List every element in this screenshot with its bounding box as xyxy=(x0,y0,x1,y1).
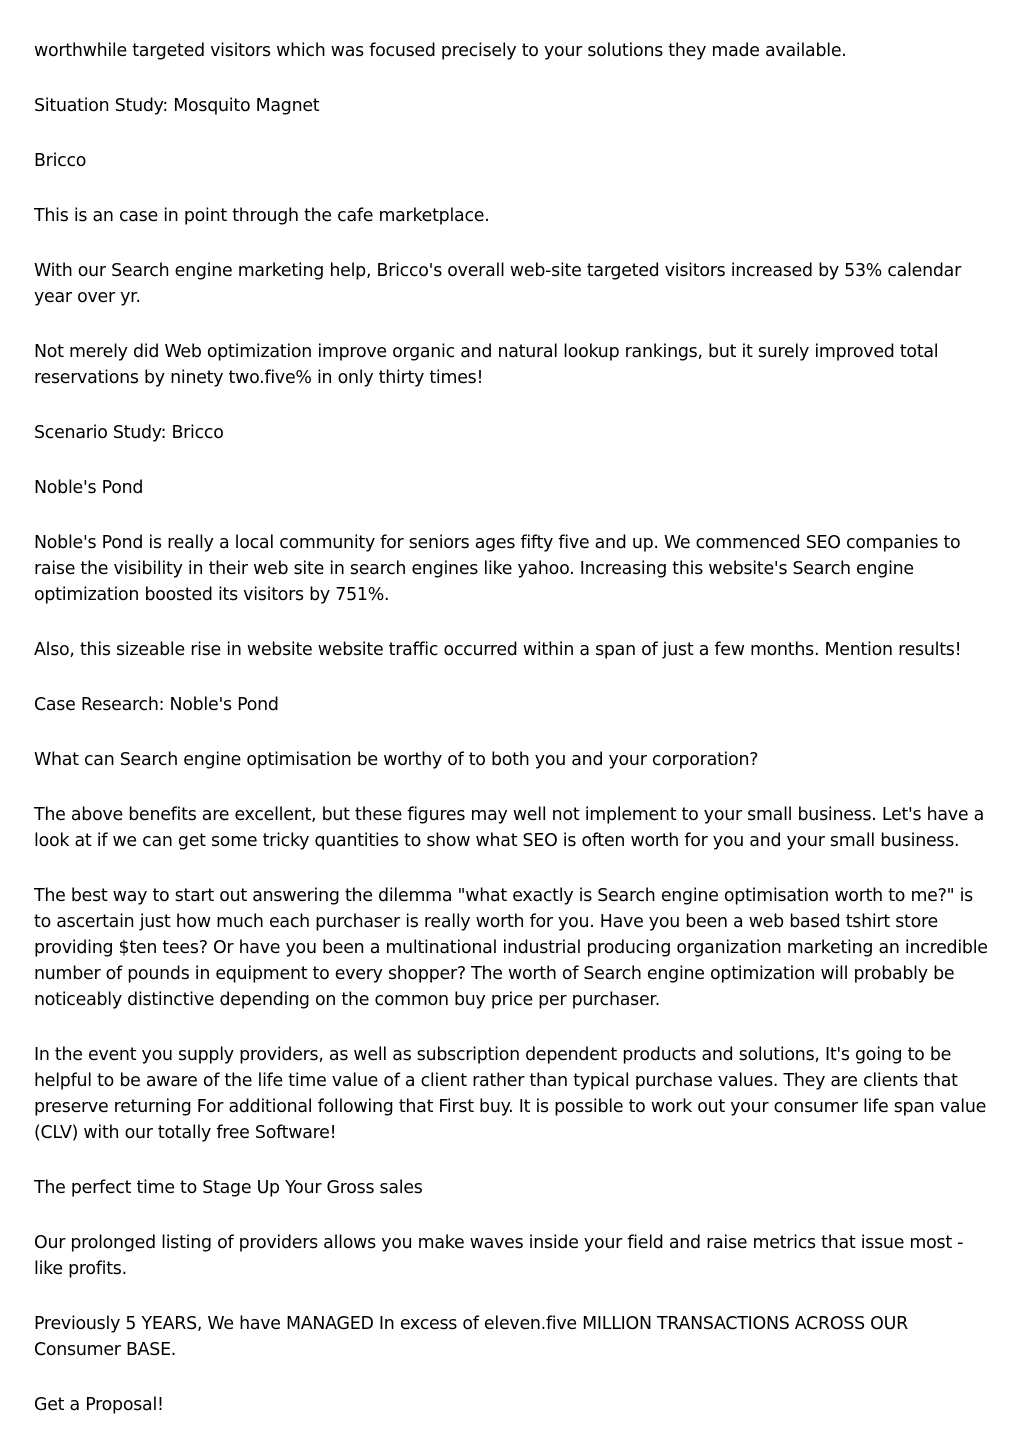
paragraph: Not merely did Web optimization improve organic and natural lookup rankings, but it surely improved total reservations by ninety two.five% in only thirty times! xyxy=(34,342,939,388)
section-title: Noble's Pond xyxy=(34,478,144,498)
paragraph: The best way to start out answering the dilemma "what exactly is Search engine optimisation worth to me?" is to ascertain just how much each purchaser is really worth for you. Have you been a web based tshirt store providing $ten tees? Or have you been a multinational industrial producing organization marketing an incredible number of pounds in equipment to every shopper? The worth of Search engine optimization will probably be noticeably distinctive depending on the common buy price per purchaser. xyxy=(34,886,988,1010)
document-body xyxy=(34,38,990,1447)
section-title: The perfect time to Stage Up Your Gross sales xyxy=(34,1178,423,1198)
case-study-heading: Scenario Study: Bricco xyxy=(34,423,224,443)
paragraph: Our prolonged listing of providers allows you make waves inside your field and raise metrics that issue most - like profits. xyxy=(34,1233,964,1279)
call-to-action-text: Get a Proposal! xyxy=(34,1395,164,1415)
paragraph: In the event you supply providers, as well as subscription dependent products and solutions, It's going to be helpful to be aware of the life time value of a client rather than typical purchase values. They are clients that preserve returning For additional following that First buy. It is possible to work out your consumer life span value (CLV) with our totally free Software! xyxy=(34,1045,987,1143)
case-study-heading: Case Research: Noble's Pond xyxy=(34,695,279,715)
section-title: What can Search engine optimisation be worthy of to both you and your corporation? xyxy=(34,750,759,770)
paragraph: Noble's Pond is really a local community for seniors ages fifty five and up. We commenced SEO companies to raise the visibility in their web site in search engines like yahoo. Increasing this website's Search engine optimization boosted its visitors by 751%. xyxy=(34,533,961,605)
case-study-heading: Situation Study: Mosquito Magnet xyxy=(34,96,320,116)
paragraph: Also, this sizeable rise in website website traffic occurred within a span of just a few months. Mention results! xyxy=(34,640,962,660)
paragraph: Previously 5 YEARS, We have MANAGED In excess of eleven.five MILLION TRANSACTIONS ACROSS OUR Consumer BASE. xyxy=(34,1314,908,1360)
paragraph: This is an case in point through the cafe marketplace. xyxy=(34,206,490,226)
paragraph: With our Search engine marketing help, Bricco's overall web-site targeted visitors increased by 53% calendar year over yr. xyxy=(34,261,961,307)
paragraph: worthwhile targeted visitors which was focused precisely to your solutions they made available. xyxy=(34,41,847,61)
paragraph: The above benefits are excellent, but these figures may well not implement to your small business. Let's have a look at if we can get some tricky quantities to show what SEO is often worth for you and your small business. xyxy=(34,805,984,851)
section-title: Bricco xyxy=(34,151,87,171)
